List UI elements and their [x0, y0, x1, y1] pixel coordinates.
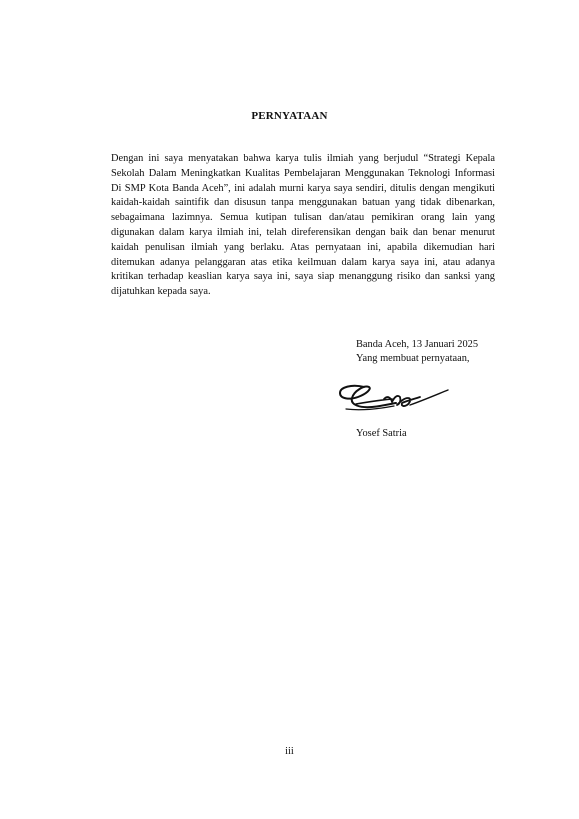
signer-label: Yang membuat pernyataan, [356, 353, 470, 364]
signature-icon [334, 378, 452, 418]
statement-paragraph: Dengan ini saya menyatakan bahwa karya tulis ilmiah yang berjudul “Strategi Kepala Sekolah Dalam Meningkatkan Kualitas Pembelajaran Menggunakan Teknologi Informasi Di SMP Kota Banda Aceh”, ini adalah murni karya saya sendiri, ditulis dengan mengikuti kaidah-kaidah saintifik dan disusun tanpa menggunakan batuan yang tidak dibenarkan, sebagaimana lazimnya. Semua kutipan tulisan dan/atau pemikiran orang lain yang digunakan dalam karya ilmiah ini, telah direferensikan dengan baik dan benar menurut kaidah penulisan ilmiah yang berlaku. Atas pernyataan ini, apabila dikemudian hari ditemukan adanya pelanggaran atas etika keilmuan dalam karya saya ini, atau adanya kritikan terhadap keaslian karya saya ini, saya siap menanggung risiko dan sanksi yang dijatuhkan kepada saya. [111, 153, 495, 298]
page-title: PERNYATAAN [251, 110, 328, 122]
page-number: iii [285, 746, 294, 757]
place-date: Banda Aceh, 13 Januari 2025 [356, 339, 479, 350]
signer-name: Yosef Satria [356, 428, 407, 439]
